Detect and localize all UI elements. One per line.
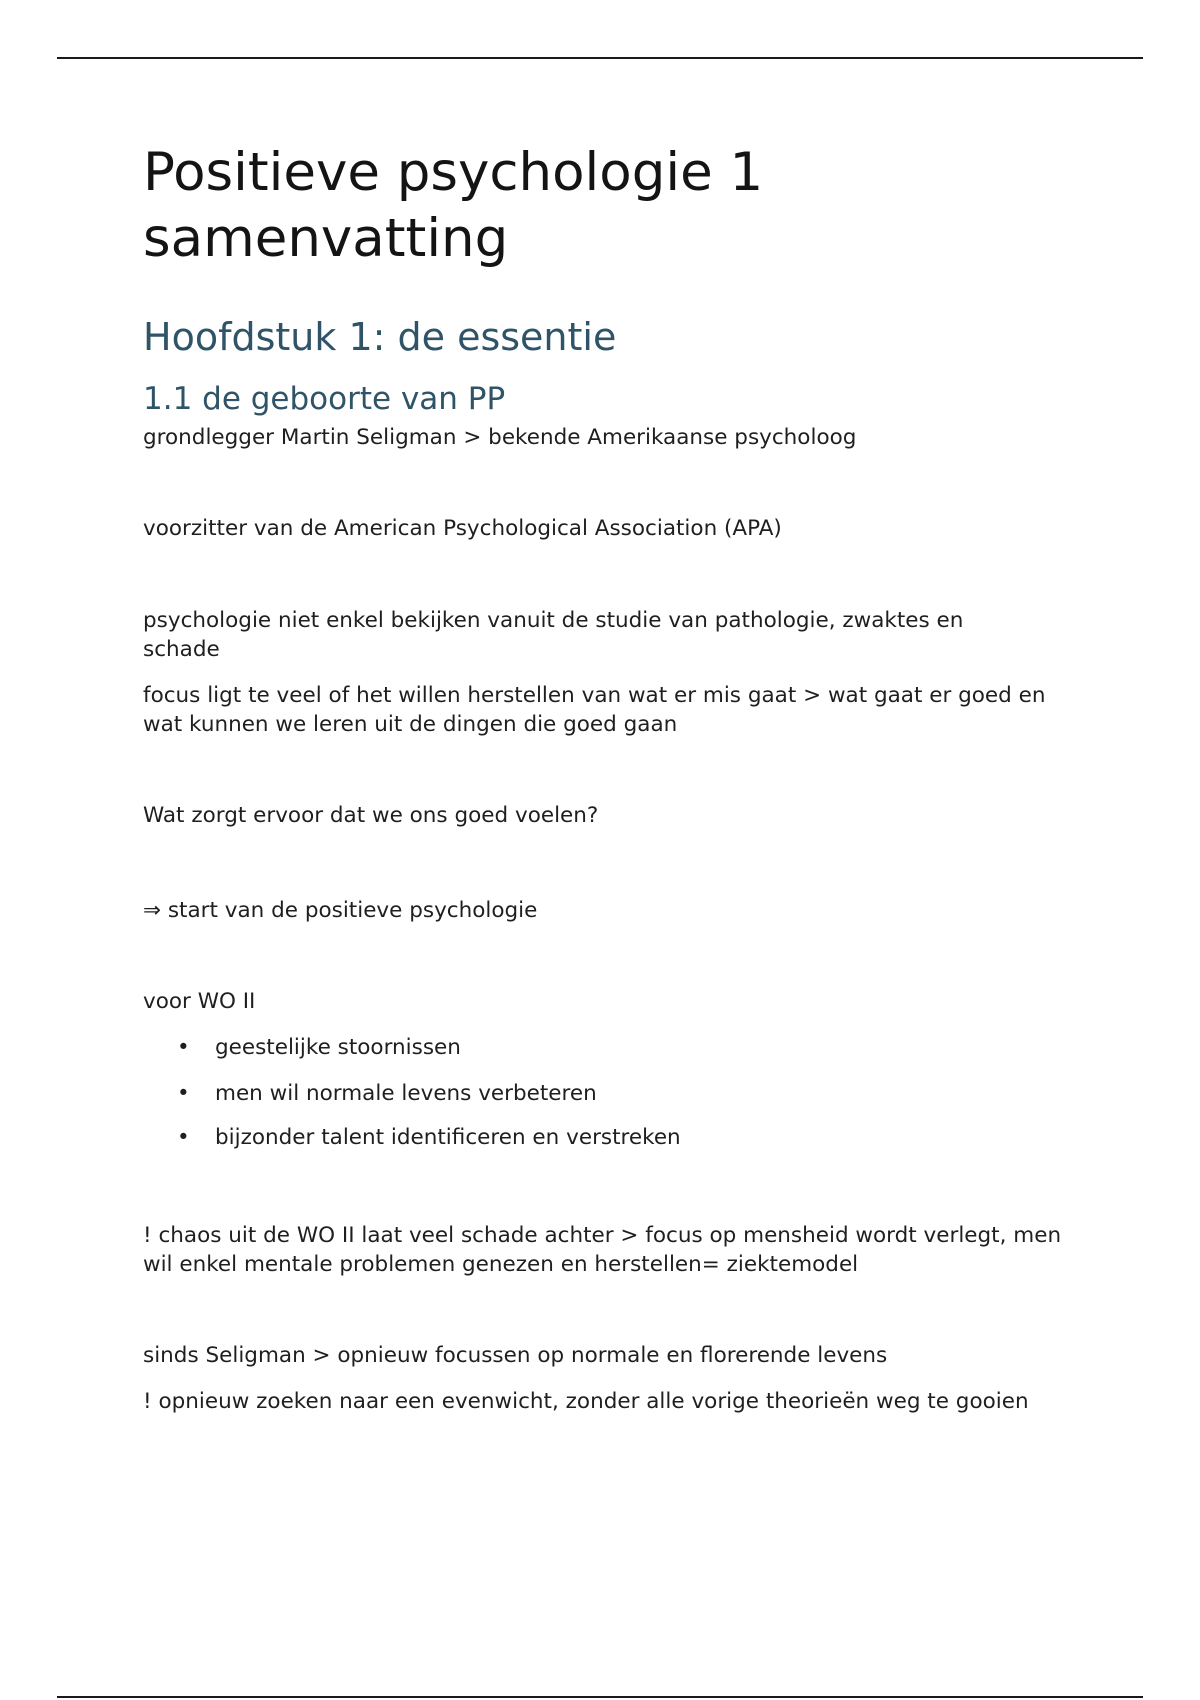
paragraph: sinds Seligman > opnieuw focussen op normale en florerende levens (143, 1343, 888, 1368)
bullet-marker: • (177, 1035, 190, 1060)
paragraph: grondlegger Martin Seligman > bekende Amerikaanse psycholoog (143, 425, 857, 450)
title-line-1: Positieve psychologie 1 (143, 142, 764, 203)
paragraph: voor WO II (143, 989, 256, 1014)
paragraph: focus ligt te veel of het willen herstellen van wat er mis gaat > wat gaat er goed en wat kunnen we leren uit de dingen die goed gaan (143, 683, 1046, 737)
list-item (143, 1079, 1073, 1108)
bottom-rule (57, 1696, 1143, 1698)
section-heading: 1.1 de geboorte van PP (143, 381, 506, 417)
document-title (143, 140, 1073, 272)
paragraph: ⇒ start van de positieve psychologie (143, 898, 538, 923)
list-item (143, 1033, 1073, 1062)
paragraph: ! chaos uit de WO II laat veel schade achter > focus op mensheid wordt verlegt, men wil enkel mentale problemen genezen en herstellen= ziektemodel (143, 1223, 1062, 1277)
title-line-2: samenvatting (143, 208, 509, 269)
paragraph: psychologie niet enkel bekijken vanuit de studie van pathologie, zwaktes en schade (143, 608, 964, 662)
list-item-text: men wil normale levens verbeteren (215, 1081, 597, 1106)
bullet-marker: • (177, 1081, 190, 1106)
list-item-text: geestelijke stoornissen (215, 1035, 461, 1060)
chapter-heading: Hoofdstuk 1: de essentie (143, 315, 617, 359)
list-item (143, 1123, 1073, 1152)
top-rule (57, 57, 1143, 59)
document-page (143, 140, 1073, 1416)
bullet-list (143, 1033, 1073, 1152)
paragraph: voorzitter van de American Psychological Association (APA) (143, 516, 782, 541)
bullet-marker: • (177, 1125, 190, 1150)
paragraph: ! opnieuw zoeken naar een evenwicht, zonder alle vorige theorieën weg te gooien (143, 1389, 1029, 1414)
paragraph: Wat zorgt ervoor dat we ons goed voelen? (143, 803, 599, 828)
list-item-text: bijzonder talent identificeren en verstreken (215, 1125, 681, 1150)
